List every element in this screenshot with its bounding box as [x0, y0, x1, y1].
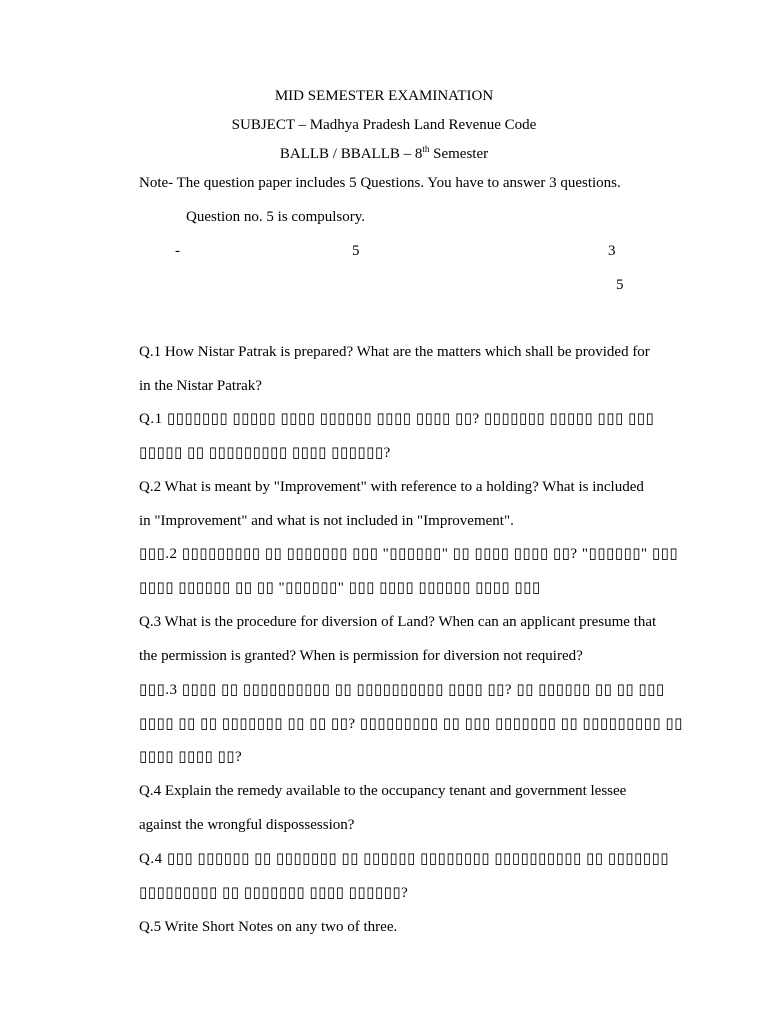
course-prefix: BALLB / BBALLB – 8	[279, 146, 423, 162]
note-line-1: Note- The question paper includes 5 Questions. You have to answer 3 questions.	[139, 175, 621, 191]
q1-hindi-line-2: ▯▯▯▯▯ ▯▯ ▯▯▯▯▯▯▯▯▯ ▯▯▯▯ ▯▯▯▯▯▯?	[139, 445, 391, 461]
q1-hindi-line-1: Q.1 ▯▯▯▯▯▯▯ ▯▯▯▯▯ ▯▯▯▯ ▯▯▯▯▯▯ ▯▯▯▯ ▯▯▯▯ ▯▯? ▯▯▯▯▯▯▯ ▯▯▯▯▯ ▯▯▯ ▯▯▯	[139, 411, 655, 427]
q2-hindi-line-2: ▯▯▯▯ ▯▯▯▯▯▯ ▯▯ ▯▯ "▯▯▯▯▯▯" ▯▯▯ ▯▯▯▯ ▯▯▯▯▯▯ ▯▯▯▯ ▯▯▯	[139, 580, 541, 596]
subject-line: SUBJECT – Madhya Pradesh Land Revenue Code	[231, 117, 537, 133]
q3-english-line-1: Q.3 What is the procedure for diversion of Land? When can an applicant presume that	[139, 614, 657, 630]
q4-english-line-1: Q.4 Explain the remedy available to the occupancy tenant and government lessee	[139, 783, 627, 799]
hindi-note-five-second: 5	[616, 277, 624, 293]
note-line-2: Question no. 5 is compulsory.	[186, 209, 366, 225]
course-line	[0, 145, 768, 163]
q1-english-line-2: in the Nistar Patrak?	[139, 378, 262, 394]
hindi-note-dash: -	[175, 243, 180, 259]
q3-hindi-line-2: ▯▯▯▯ ▯▯ ▯▯ ▯▯▯▯▯▯▯ ▯▯ ▯▯ ▯▯? ▯▯▯▯▯▯▯▯▯ ▯▯ ▯▯▯ ▯▯▯▯▯▯▯ ▯▯ ▯▯▯▯▯▯▯▯▯ ▯▯	[139, 716, 683, 732]
q3-hindi-line-1: ▯▯▯.3 ▯▯▯▯ ▯▯ ▯▯▯▯▯▯▯▯▯▯ ▯▯ ▯▯▯▯▯▯▯▯▯▯ ▯▯▯▯ ▯▯? ▯▯ ▯▯▯▯▯▯ ▯▯ ▯▯ ▯▯▯	[139, 682, 665, 698]
hindi-note-five: 5	[352, 243, 360, 259]
course-superscript: th	[422, 144, 430, 154]
course-suffix: Semester	[429, 146, 489, 162]
q5-english-line-1: Q.5 Write Short Notes on any two of three.	[139, 919, 398, 935]
exam-title: MID SEMESTER EXAMINATION	[274, 88, 494, 104]
q3-hindi-line-3: ▯▯▯▯ ▯▯▯▯ ▯▯?	[139, 749, 243, 765]
hindi-note-three: 3	[608, 243, 616, 259]
q4-english-line-2: against the wrongful dispossession?	[139, 817, 355, 833]
q2-english-line-2: in "Improvement" and what is not included in "Improvement".	[139, 513, 514, 529]
q2-english-line-1: Q.2 What is meant by "Improvement" with reference to a holding? What is included	[139, 479, 644, 495]
q4-hindi-line-1: Q.4 ▯▯▯ ▯▯▯▯▯▯ ▯▯ ▯▯▯▯▯▯▯ ▯▯ ▯▯▯▯▯▯ ▯▯▯▯▯▯▯▯ ▯▯▯▯▯▯▯▯▯▯ ▯▯ ▯▯▯▯▯▯▯	[139, 851, 670, 867]
q2-hindi-line-1: ▯▯▯.2 ▯▯▯▯▯▯▯▯▯ ▯▯ ▯▯▯▯▯▯▯ ▯▯▯ "▯▯▯▯▯▯" ▯▯ ▯▯▯▯ ▯▯▯▯ ▯▯? "▯▯▯▯▯▯" ▯▯▯	[139, 546, 679, 562]
q3-english-line-2: the permission is granted? When is permission for diversion not required?	[139, 648, 583, 664]
q1-english-line-1: Q.1 How Nistar Patrak is prepared? What are the matters which shall be provided for	[139, 344, 650, 360]
q4-hindi-line-2: ▯▯▯▯▯▯▯▯▯ ▯▯ ▯▯▯▯▯▯▯ ▯▯▯▯ ▯▯▯▯▯▯?	[139, 885, 409, 901]
